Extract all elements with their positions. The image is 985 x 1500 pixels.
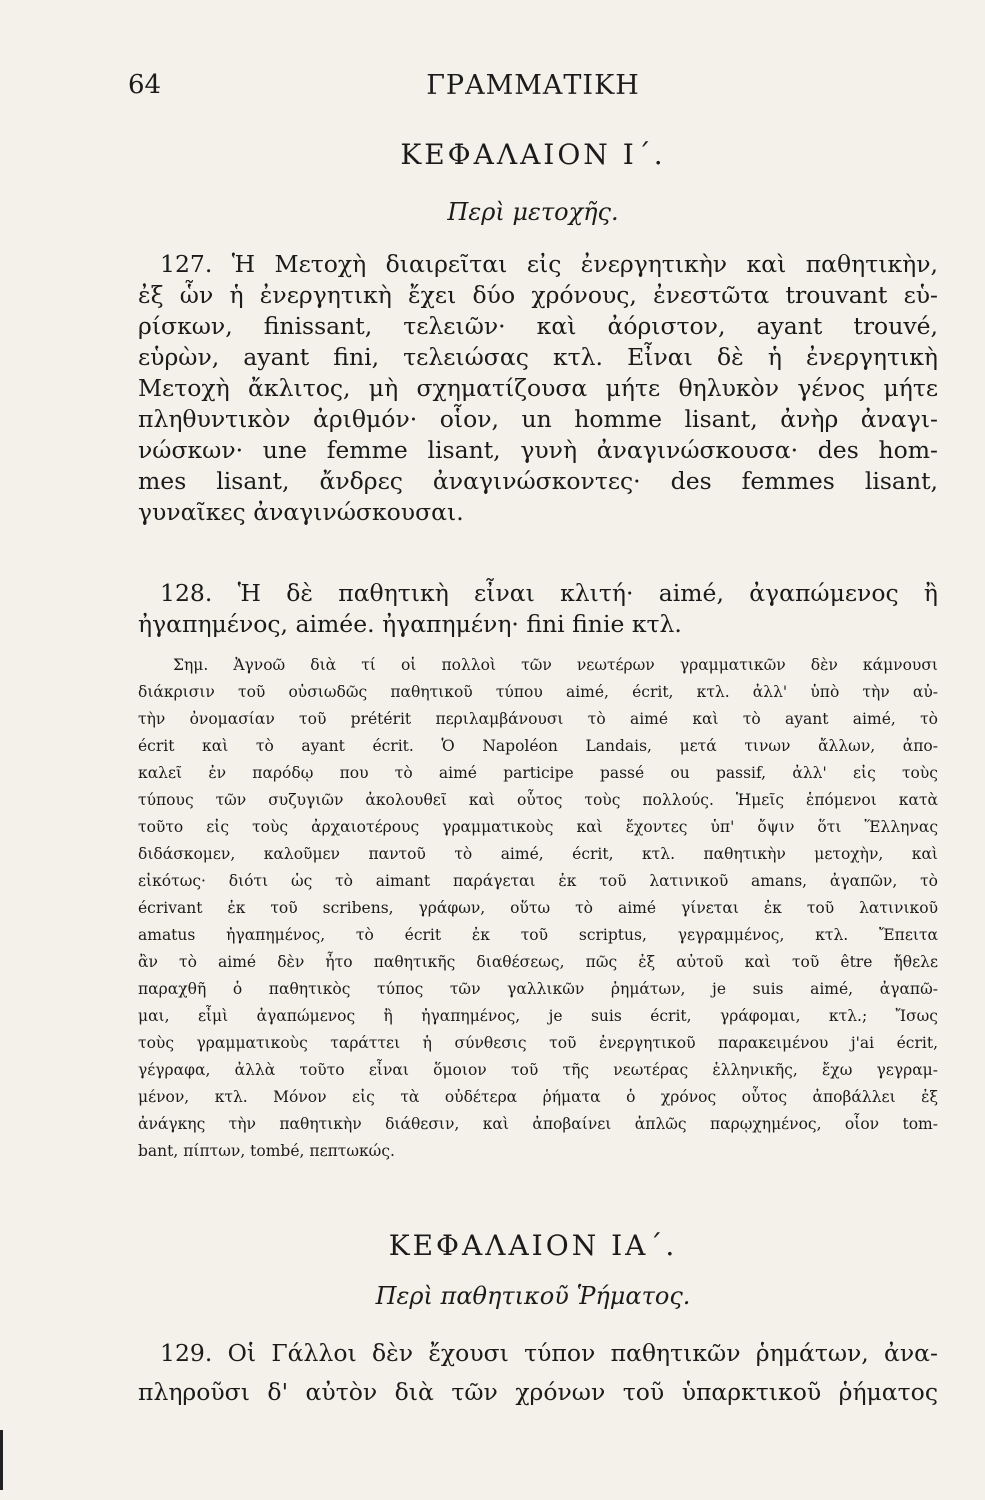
note-line: μαι, εἶμὶ ἀγαπώμενος ἢ ἠγαπημένος, je suis écrit, γράφομαι, κτλ.; Ἴσως <box>138 1007 938 1025</box>
footnote <box>138 652 938 1165</box>
page-header <box>128 70 938 110</box>
text-line: 129. Οἱ Γάλλοι δὲν ἔχουσι τύπον παθητικῶν ῥημάτων, ἀνα- <box>160 1339 938 1367</box>
note-line: écrivant ἐκ τοῦ scribens, γράφων, οὕτω τὸ aimé γίνεται ἐκ τοῦ λατινικοῦ <box>138 899 938 917</box>
note-line: bant, πίπτων, tombé, πεπτωκώς. <box>138 1142 395 1160</box>
text-line: 128. Ἡ δὲ παθητικὴ εἶναι κλιτή· aimé, ἀγαπώμενος ἢ <box>160 579 938 607</box>
note-line: γέγραφα, ἀλλὰ τοῦτο εἶναι ὅμοιον τοῦ τῆς νεωτέρας ἑλληνικῆς, ἔχω γεγραμ- <box>138 1061 938 1079</box>
chapter-10-subtitle: Περὶ μετοχῆς. <box>447 198 619 226</box>
note-line: amatus ἠγαπημένος, τὸ écrit ἐκ τοῦ scriptus, γεγραμμένος, κτλ. Ἔπειτα <box>138 926 938 944</box>
text-line: Μετοχὴ ἄκλιτος, μὴ σχηματίζουσα μήτε θηλυκὸν γένος μήτε <box>138 374 938 402</box>
note-line: τύπους τῶν συζυγιῶν ἀκολουθεῖ καὶ οὗτος τοὺς πολλούς. Ἡμεῖς ἑπόμενοι κατὰ <box>138 791 938 809</box>
text-line: πληροῦσι δ' αὐτὸν διὰ τῶν χρόνων τοῦ ὑπαρκτικοῦ ῥήματος <box>138 1378 938 1406</box>
note-line: τὴν ὀνομασίαν τοῦ prétérit περιλαμβάνουσι τὸ aimé καὶ τὸ ayant aimé, τὸ <box>138 710 938 728</box>
text-line: εὑρὼν, ayant fini, τελειώσας κτλ. Εἶναι δὲ ἡ ἐνεργητικὴ <box>138 343 938 371</box>
note-line: καλεῖ ἐν παρόδῳ που τὸ aimé participe passé ou passif, ἀλλ' εἰς τοὺς <box>138 764 938 782</box>
note-line: τοῦτο εἰς τοὺς ἀρχαιοτέρους γραμματικοὺς καὶ ἔχοντες ὑπ' ὄψιν ὅτι Ἕλληνας <box>138 818 938 836</box>
section-127 <box>138 249 938 528</box>
text-line: 127. Ἡ Μετοχὴ διαιρεῖται εἰς ἐνεργητικὴν καὶ παθητικὴν, <box>160 250 938 278</box>
text-line: mes lisant, ἄνδρες ἀναγινώσκοντες· des femmes lisant, <box>138 467 938 495</box>
text-line: νώσκων· une femme lisant, γυνὴ ἀναγινώσκουσα· des hom- <box>138 436 938 464</box>
text-line: γυναῖκες ἀναγινώσκουσαι. <box>138 498 464 526</box>
note-line: ἀνάγκης τὴν παθητικὴν διάθεσιν, καὶ ἀποβαίνει ἁπλῶς παρῳχημένος, οἷον tom- <box>138 1115 938 1133</box>
note-line: Σημ. Ἀγνοῶ διὰ τί οἱ πολλοὶ τῶν νεωτέρων γραμματικῶν δὲν κάμνουσι <box>173 656 938 674</box>
note-line: παραχθῆ ὁ παθητικὸς τύπος τῶν γαλλικῶν ῥημάτων, je suis aimé, ἀγαπῶ- <box>138 980 938 998</box>
text-line: ρίσκων, finissant, τελειῶν· καὶ ἀόριστον, ayant trouvé, <box>138 312 938 340</box>
chapter-11-subtitle: Περὶ παθητικοῦ Ῥήματος. <box>375 1282 691 1310</box>
note-line: ἂν τὸ aimé δὲν ἦτο παθητικῆς διαθέσεως, πῶς ἐξ αὐτοῦ καὶ τοῦ être ἤθελε <box>138 953 938 971</box>
chapter-10-heading: ΚΕΦΑΛΑΙΟΝ Ι΄. <box>400 138 666 171</box>
text-line: πληθυντικὸν ἀριθμόν· οἷον, un homme lisant, ἀνὴρ ἀναγι- <box>138 405 938 433</box>
note-line: διδάσκομεν, καλοῦμεν παντοῦ τὸ aimé, écrit, κτλ. παθητικὴν μετοχὴν, καὶ <box>138 845 938 863</box>
note-line: écrit καὶ τὸ ayant écrit. Ὁ Napoléon Landais, μετά τινων ἄλλων, ἀπο- <box>138 737 938 755</box>
text-line: ἐξ ὧν ἡ ἐνεργητικὴ ἔχει δύο χρόνους, ἐνεστῶτα trouvant εὑ- <box>138 281 938 309</box>
note-line: διάκρισιν τοῦ οὐσιωδῶς παθητικοῦ τύπου aimé, écrit, κτλ. ἀλλ' ὑπὸ τὴν αὐ- <box>138 683 938 701</box>
section-129 <box>138 1338 938 1408</box>
page-number: 64 <box>128 70 162 100</box>
section-128 <box>138 578 938 640</box>
binding-edge <box>0 1430 3 1490</box>
chapter-11-heading: ΚΕΦΑΛΑΙΟΝ ΙΑ΄. <box>388 1229 678 1262</box>
note-line: εἰκότως· διότι ὡς τὸ aimant παράγεται ἐκ τοῦ λατινικοῦ amans, ἀγαπῶν, τὸ <box>138 872 938 890</box>
text-line: ἠγαπημένος, aimée. ἠγαπημένη· fini finie κτλ. <box>138 610 682 638</box>
note-line: τοὺς γραμματικοὺς ταράττει ἡ σύνθεσις τοῦ ἐνεργητικοῦ παρακειμένου j'ai écrit, <box>138 1034 938 1052</box>
note-line: μένον, κτλ. Μόνον εἰς τὰ οὐδέτερα ῥήματα ὁ χρόνος οὗτος ἀποβάλλει ἐξ <box>138 1088 938 1106</box>
running-head: ΓΡΑΜΜΑΤΙΚΗ <box>426 70 640 101</box>
